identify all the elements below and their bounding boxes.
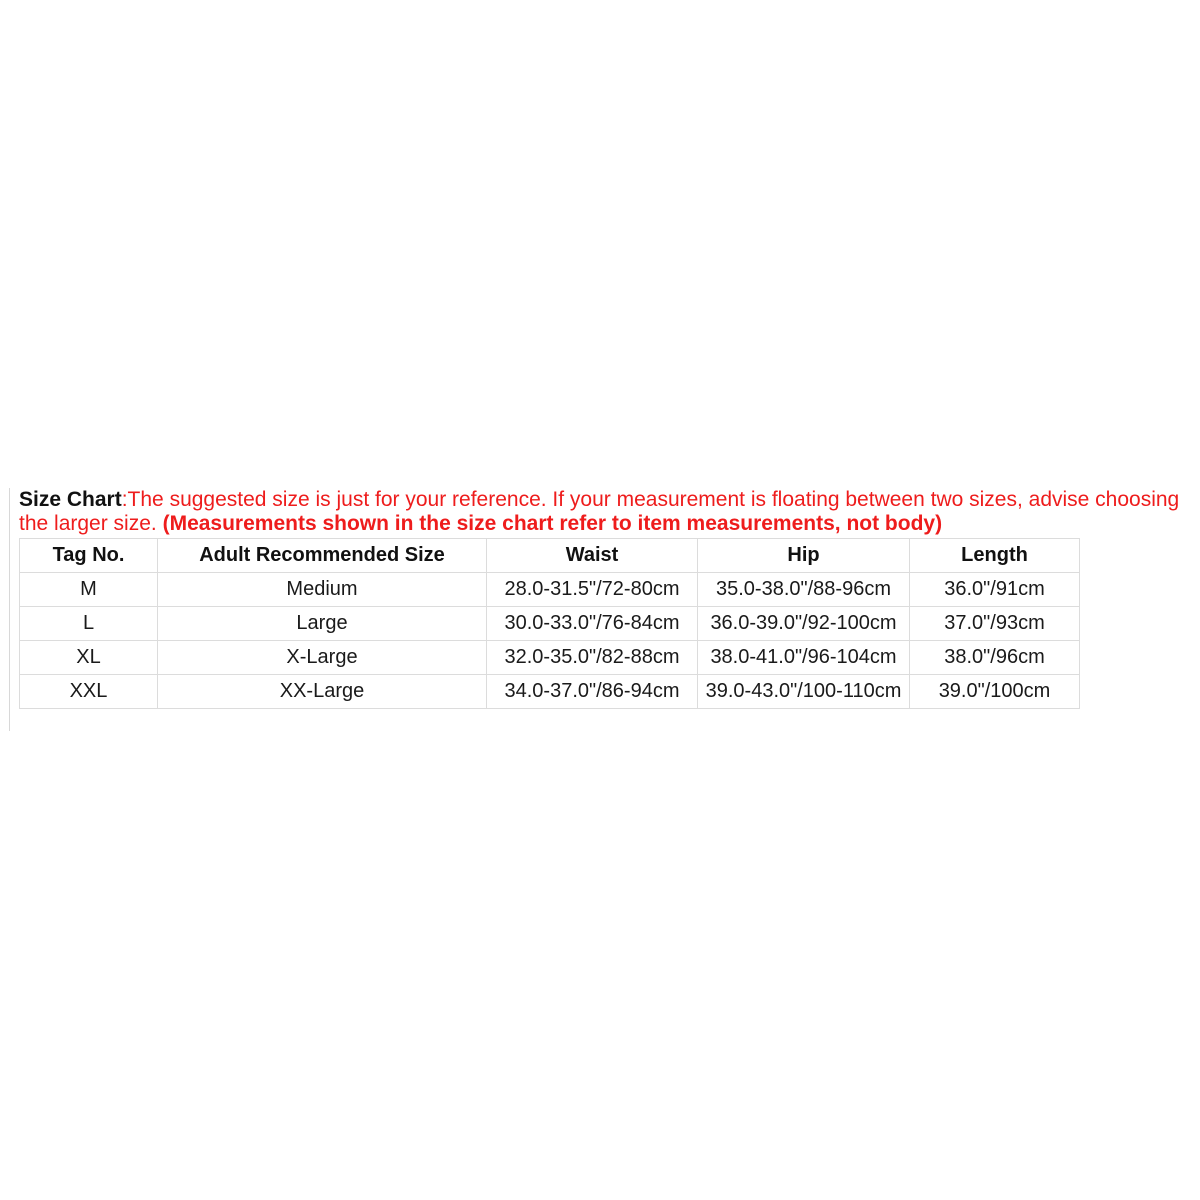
cell-waist: 34.0-37.0"/86-94cm (487, 675, 698, 709)
cell-hip: 38.0-41.0"/96-104cm (698, 641, 910, 675)
cell-length: 38.0"/96cm (910, 641, 1080, 675)
size-table (19, 538, 1080, 709)
left-divider (9, 488, 10, 731)
cell-hip: 35.0-38.0"/88-96cm (698, 573, 910, 607)
cell-adult-size: Medium (158, 573, 487, 607)
cell-waist: 30.0-33.0"/76-84cm (487, 607, 698, 641)
cell-length: 37.0"/93cm (910, 607, 1080, 641)
table-row (20, 641, 1080, 675)
cell-adult-size: X-Large (158, 641, 487, 675)
table-row (20, 573, 1080, 607)
table-row (20, 675, 1080, 709)
table-header-row (20, 539, 1080, 573)
header-adult-size: Adult Recommended Size (158, 539, 487, 573)
cell-tag-no: M (20, 573, 158, 607)
size-chart-colon: : (121, 488, 128, 511)
header-length: Length (910, 539, 1080, 573)
cell-hip: 39.0-43.0"/100-110cm (698, 675, 910, 709)
size-chart-section (19, 488, 1191, 709)
cell-waist: 28.0-31.5"/72-80cm (487, 573, 698, 607)
cell-tag-no: XXL (20, 675, 158, 709)
cell-length: 36.0"/91cm (910, 573, 1080, 607)
size-chart-advice: The suggested size is just for your reference. If your measurement is floating between two sizes, advise choosing the larger size. (19, 488, 1180, 535)
cell-adult-size: Large (158, 607, 487, 641)
cell-hip: 36.0-39.0"/92-100cm (698, 607, 910, 641)
header-waist: Waist (487, 539, 698, 573)
cell-length: 39.0"/100cm (910, 675, 1080, 709)
size-chart-note: (Measurements shown in the size chart refer to item measurements, not body) (162, 512, 943, 535)
cell-tag-no: L (20, 607, 158, 641)
cell-tag-no: XL (20, 641, 158, 675)
size-chart-intro (19, 488, 1191, 536)
cell-adult-size: XX-Large (158, 675, 487, 709)
table-row (20, 607, 1080, 641)
cell-waist: 32.0-35.0"/82-88cm (487, 641, 698, 675)
header-tag-no: Tag No. (20, 539, 158, 573)
size-chart-label: Size Chart (19, 488, 122, 511)
header-hip: Hip (698, 539, 910, 573)
